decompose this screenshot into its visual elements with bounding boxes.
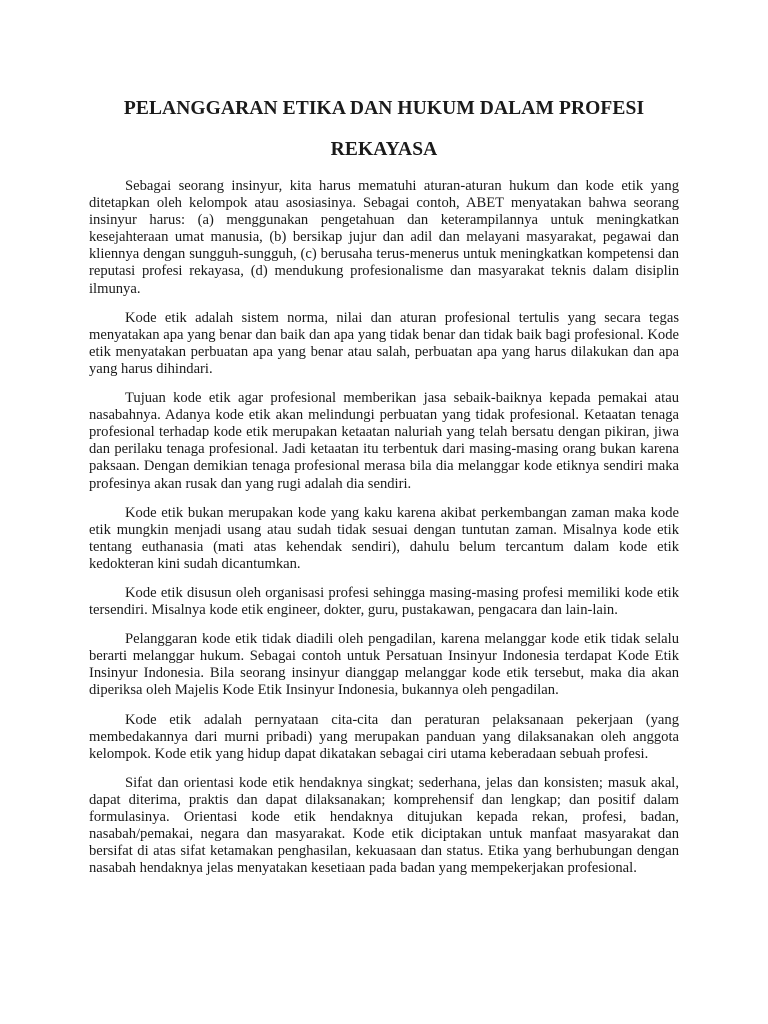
document-title <box>90 88 678 170</box>
paragraph: Sifat dan orientasi kode etik hendaknya singkat; sederhana, jelas dan konsisten; masuk akal, dapat diterima, praktis dan dapat dilaksanakan; komprehensif dan lengkap; dan positif dalam formulasinya. Orientasi kode etik hendaknya ditujukan kepada rekan, profesi, badan, nasabah/pemakai, negara dan masyarakat. Kode etik diciptakan untuk manfaat masyarakat dan bersifat di atas sifat ketamakan penghasilan, kekuasaan dan status. Etika yang berhubungan dengan nasabah hendaknya jelas menyatakan kesetiaan pada badan yang mempekerjakan profesional. <box>89 774 679 877</box>
paragraph: Kode etik bukan merupakan kode yang kaku karena akibat perkembangan zaman maka kode etik mungkin menjadi usang atau sudah tidak sesuai dengan tuntutan zaman. Misalnya kode etik tentang euthanasia (mati atas kehendak sendiri), dahulu belum tercantum dalam kode etik kedokteran kini sudah dicantumkan. <box>89 504 679 572</box>
paragraph: Kode etik disusun oleh organisasi profesi sehingga masing-masing profesi memiliki kode etik tersendiri. Misalnya kode etik engineer, dokter, guru, pustakawan, pengacara dan lain-lain. <box>89 584 679 619</box>
paragraph: Tujuan kode etik agar profesional memberikan jasa sebaik-baiknya kepada pemakai atau nasabahnya. Adanya kode etik akan melindungi perbuatan yang tidak profesional. Ketaatan tenaga profesional terhadap kode etik merupakan ketaatan naluriah yang telah bersatu dengan pikiran, jiwa dan perilaku tenaga profesional. Jadi ketaatan itu terbentuk dari masing-masing orang bukan karena paksaan. Dengan demikian tenaga profesional merasa bila dia melanggar kode etiknya sendiri maka profesinya akan rusak dan yang rugi adalah dia sendiri. <box>89 390 679 492</box>
title-line-2: REKAYASA <box>330 139 438 160</box>
paragraph: Kode etik adalah sistem norma, nilai dan aturan profesional tertulis yang secara tegas menyatakan apa yang benar dan baik dan apa yang tidak benar dan tidak baik bagi profesional. Kode etik menyatakan perbuatan apa yang benar atau salah, perbuatan apa yang harus dilakukan dan apa yang harus dihindari. <box>89 309 679 377</box>
paragraph: Pelanggaran kode etik tidak diadili oleh pengadilan, karena melanggar kode etik tidak selalu berarti melanggar hukum. Sebagai contoh untuk Persatuan Insinyur Indonesia terdapat Kode Etik Insinyur Indonesia. Bila seorang insinyur dianggap melanggar kode etik tersebut, maka dia akan diperiksa oleh Majelis Kode Etik Insinyur Indonesia, bukannya oleh pengadilan. <box>89 631 679 699</box>
title-line-1: PELANGGARAN ETIKA DAN HUKUM DALAM PROFESI <box>123 98 645 119</box>
paragraph: Kode etik adalah pernyataan cita-cita dan peraturan pelaksanaan pekerjaan (yang membedakannya dari murni pribadi) yang merupakan panduan yang dilaksanakan oleh anggota kelompok. Kode etik yang hidup dapat dikatakan sebagai ciri utama keberadaan sebuah profesi. <box>89 711 679 762</box>
paragraph: Sebagai seorang insinyur, kita harus mematuhi aturan-aturan hukum dan kode etik yang ditetapkan oleh kelompok atau asosiasinya. Sebagai contoh, ABET menyatakan bahwa seorang insinyur harus: (a) menggunakan pengetahuan dan keterampilannya untuk meningkatkan kesejahteraan umat manusia, (b) bersikap jujur dan adil dan melayani masyarakat, pegawai dan kliennya dengan sungguh-sungguh, (c) berusaha terus-menerus untuk meningkatkan kompetensi dan reputasi profesi rekayasa, (d) mendukung profesionalisme dan masyarakat teknis dalam disiplin ilmunya. <box>89 178 679 297</box>
document-body <box>89 178 679 889</box>
